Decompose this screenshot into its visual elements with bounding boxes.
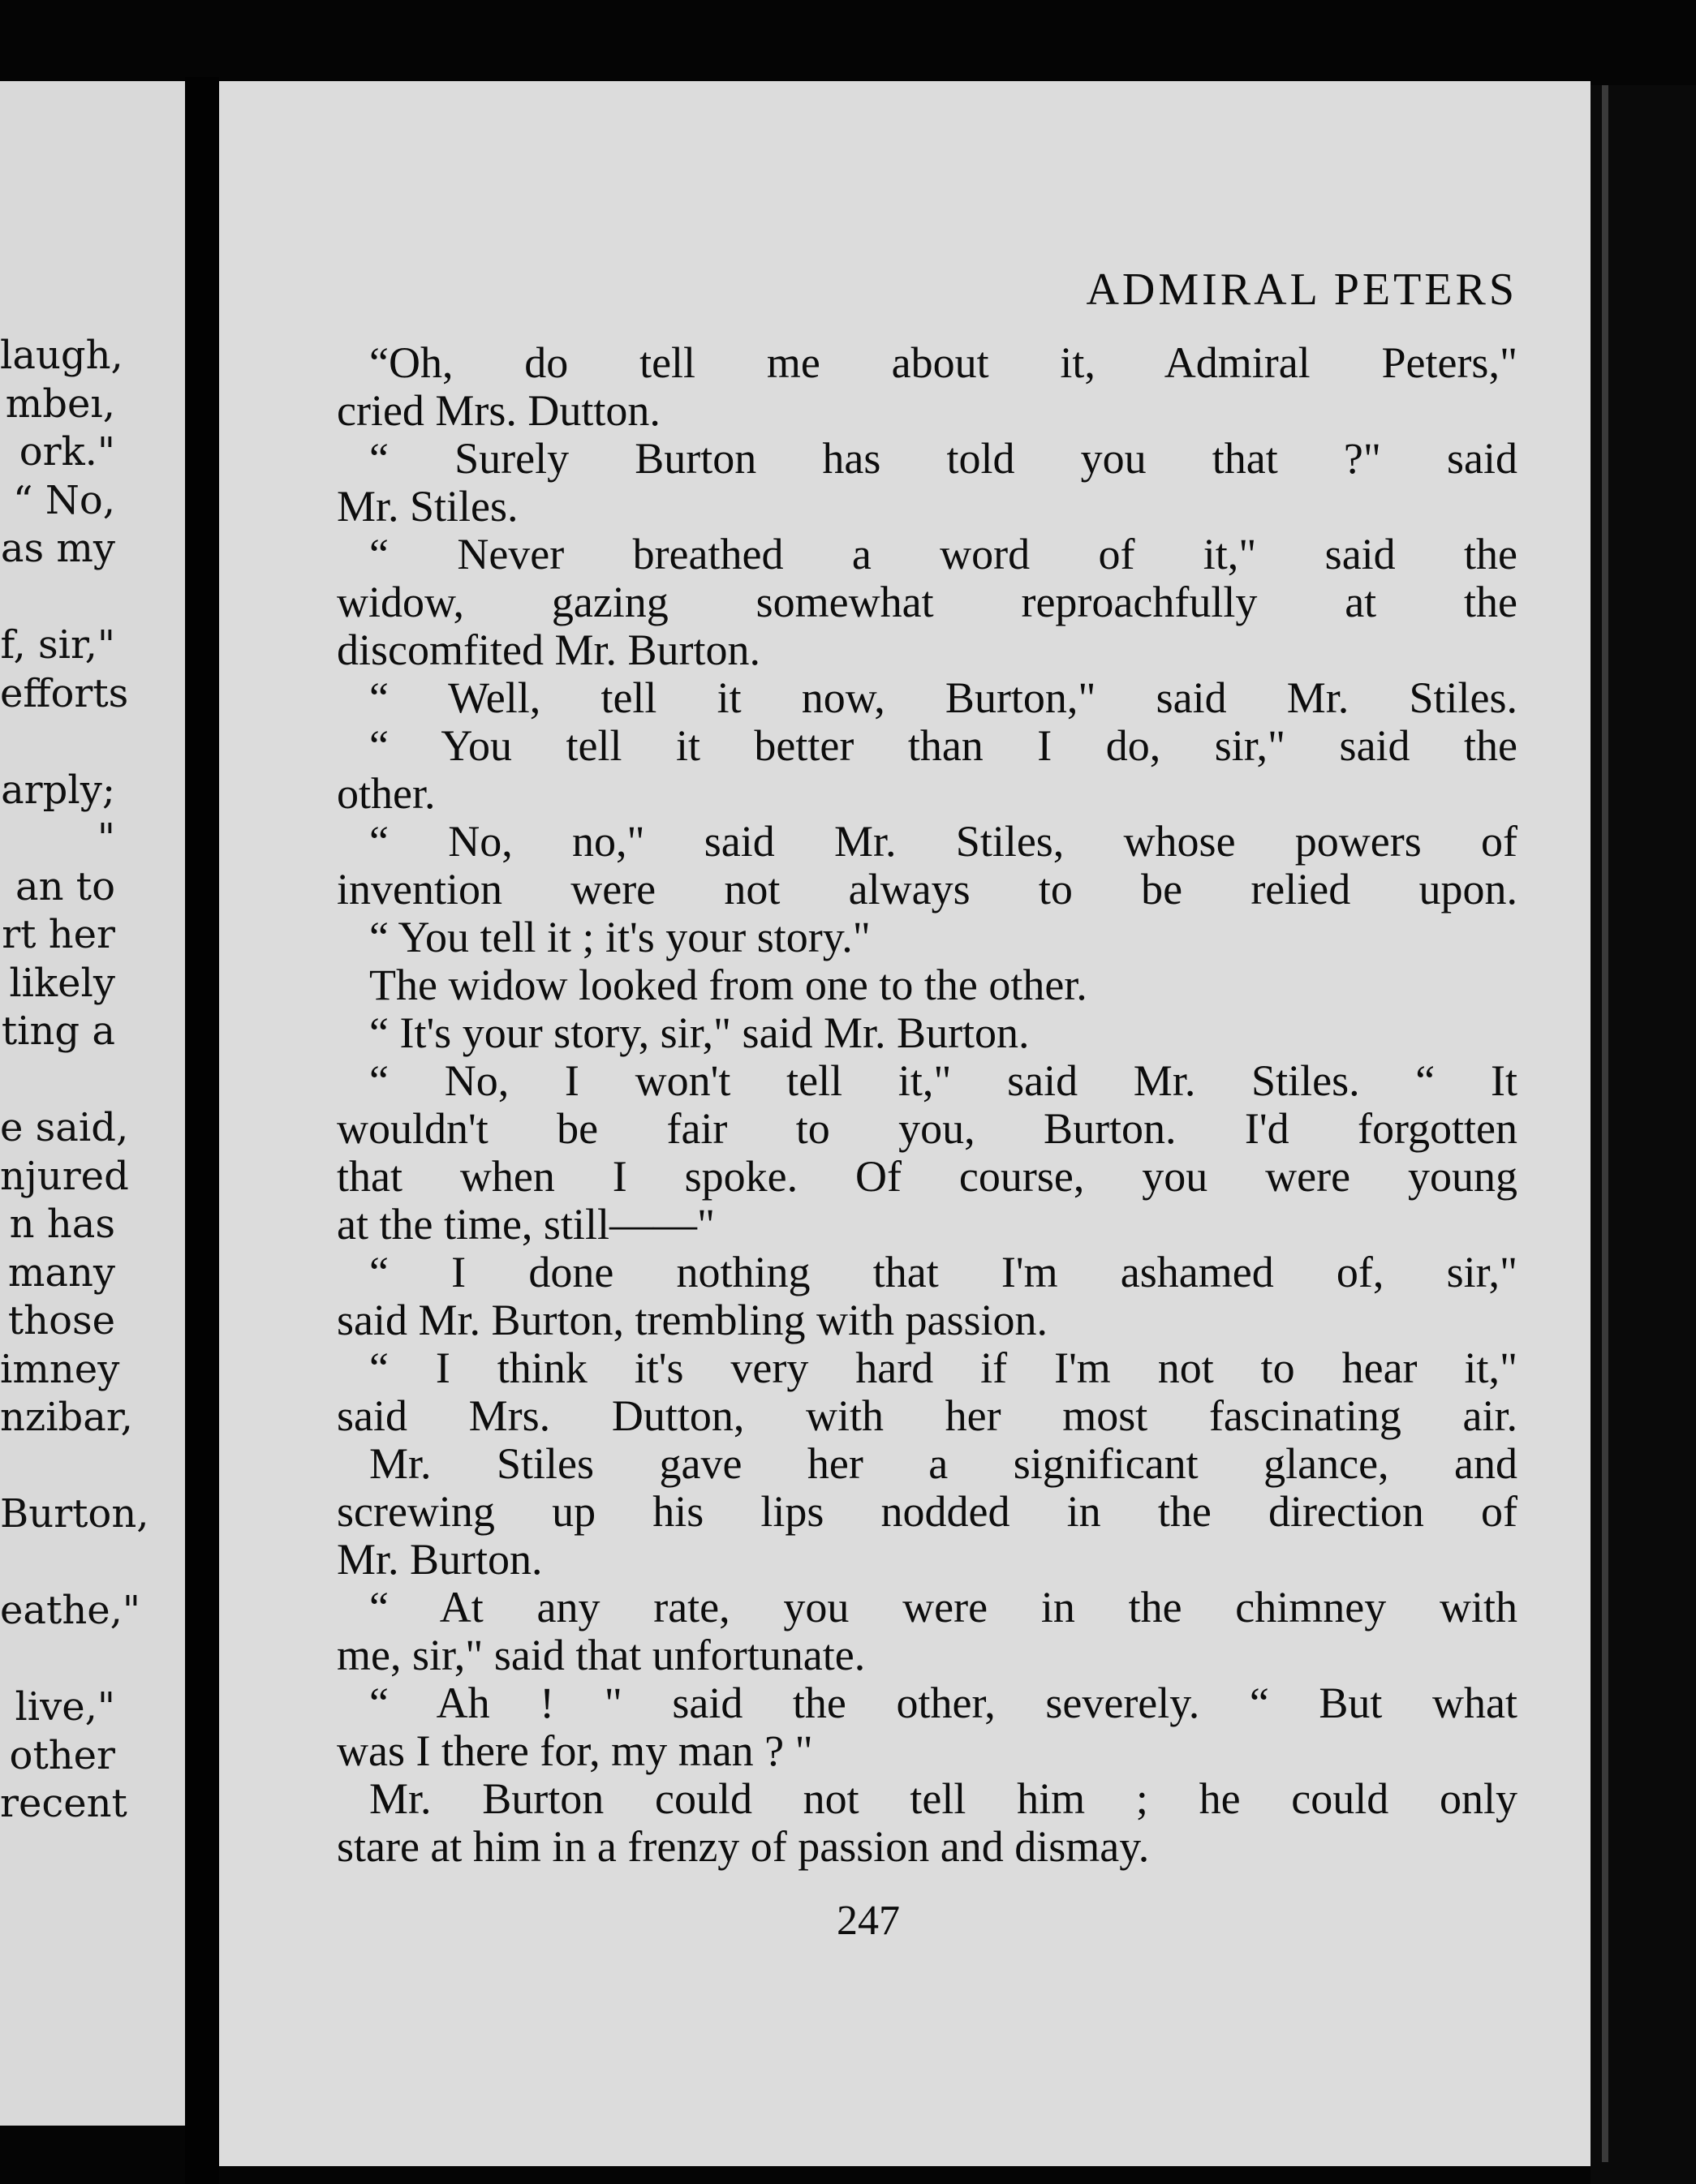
previous-page-line: eathe," xyxy=(0,1588,140,1633)
previous-page-line: e said, xyxy=(0,1105,129,1150)
body-text-line: “ I think it's very hard if I'm not to hear it," xyxy=(369,1344,1517,1392)
previous-page-line: n has xyxy=(9,1202,115,1247)
previous-page-line: " xyxy=(97,815,115,861)
body-text-line: “ Well, tell it now, Burton," said Mr. Stiles. xyxy=(369,673,1517,722)
previous-page-line: those xyxy=(7,1298,115,1344)
body-text-line: said Mr. Burton, trembling with passion. xyxy=(337,1296,1048,1344)
previous-page-line: “ No, xyxy=(13,477,115,523)
body-text-line: The widow looked from one to the other. xyxy=(369,961,1087,1009)
previous-page-line: njured xyxy=(0,1153,129,1199)
body-text-line: cried Mrs. Dutton. xyxy=(337,386,661,435)
previous-page-fragment xyxy=(0,81,185,2126)
previous-page-line: live," xyxy=(15,1684,115,1730)
body-text-line: stare at him in a frenzy of passion and dismay. xyxy=(337,1822,1150,1871)
previous-page-line: ork." xyxy=(19,429,115,475)
previous-page-line: an to xyxy=(15,863,115,909)
body-text-line: that when I spoke. Of course, you were young xyxy=(337,1152,1517,1201)
body-text-line: said Mrs. Dutton, with her most fascinating air. xyxy=(337,1391,1517,1440)
page-edge xyxy=(1591,85,1696,2184)
previous-page-line: imney xyxy=(0,1346,120,1392)
previous-page-line: as my xyxy=(0,526,115,571)
previous-page-line: recent xyxy=(0,1781,127,1826)
body-text-line: “ Ah ! " said the other, severely. “ But what xyxy=(369,1679,1517,1727)
running-head: ADMIRAL PETERS xyxy=(1086,264,1517,315)
body-text-line: “ You tell it ; it's your story." xyxy=(369,913,871,961)
body-text-line: invention were not always to be relied upon. xyxy=(337,865,1517,914)
book-page xyxy=(219,81,1591,2166)
previous-page-line: Burton, xyxy=(0,1491,149,1537)
previous-page-line: f, sir," xyxy=(0,622,115,668)
body-text-line: widow, gazing somewhat reproachfully at the xyxy=(337,578,1517,626)
body-text-line: Mr. Stiles gave her a significant glance, and xyxy=(369,1439,1517,1488)
previous-page-line: many xyxy=(7,1249,115,1296)
page-edge-stripe xyxy=(1602,85,1608,2162)
body-text-line: “ You tell it better than I do, sir," said the xyxy=(369,721,1517,770)
body-text-line: at the time, still——" xyxy=(337,1200,715,1249)
body-text-line: Mr. Burton could not tell him ; he could only xyxy=(369,1774,1517,1823)
body-text-line: “ No, no," said Mr. Stiles, whose powers of xyxy=(369,817,1517,866)
body-text-line: “ Surely Burton has told you that ?" said xyxy=(369,434,1517,483)
previous-page-line: other xyxy=(9,1732,115,1778)
body-text-line: “ At any rate, you were in the chimney with xyxy=(369,1583,1517,1632)
body-text-line: screwing up his lips nodded in the direction of xyxy=(337,1487,1517,1536)
previous-page-line: likely xyxy=(9,960,115,1006)
previous-page-line: laugh, xyxy=(0,333,123,378)
body-text-line: Mr. Burton. xyxy=(337,1535,543,1584)
previous-page-line: efforts xyxy=(0,670,129,716)
body-text-line: “ It's your story, sir," said Mr. Burton. xyxy=(369,1008,1030,1057)
body-text-line: other. xyxy=(337,769,436,818)
previous-page-line: ting a xyxy=(1,1008,115,1054)
body-text-line: was I there for, my man ? " xyxy=(337,1726,813,1775)
body-text-line: “ Never breathed a word of it," said the xyxy=(369,530,1517,578)
page-number: 247 xyxy=(837,1898,900,1944)
body-text-line: “Oh, do tell me about it, Admiral Peters," xyxy=(369,338,1517,387)
body-text-line: “ I done nothing that I'm ashamed of, sir," xyxy=(369,1248,1517,1296)
body-text-line: Mr. Stiles. xyxy=(337,482,519,531)
previous-page-line: rt her xyxy=(2,912,115,957)
body-text-line: me, sir," said that unfortunate. xyxy=(337,1631,866,1679)
previous-page-line: nzibar, xyxy=(0,1395,133,1440)
book-gutter xyxy=(185,77,219,2184)
previous-page-line: mbeı, xyxy=(5,380,115,427)
body-text-line: discomfited Mr. Burton. xyxy=(337,626,760,674)
body-text-line: “ No, I won't tell it," said Mr. Stiles. “ It xyxy=(369,1056,1517,1105)
body-text-line: wouldn't be fair to you, Burton. I'd forgotten xyxy=(337,1104,1517,1153)
previous-page-line: arply; xyxy=(1,767,115,813)
